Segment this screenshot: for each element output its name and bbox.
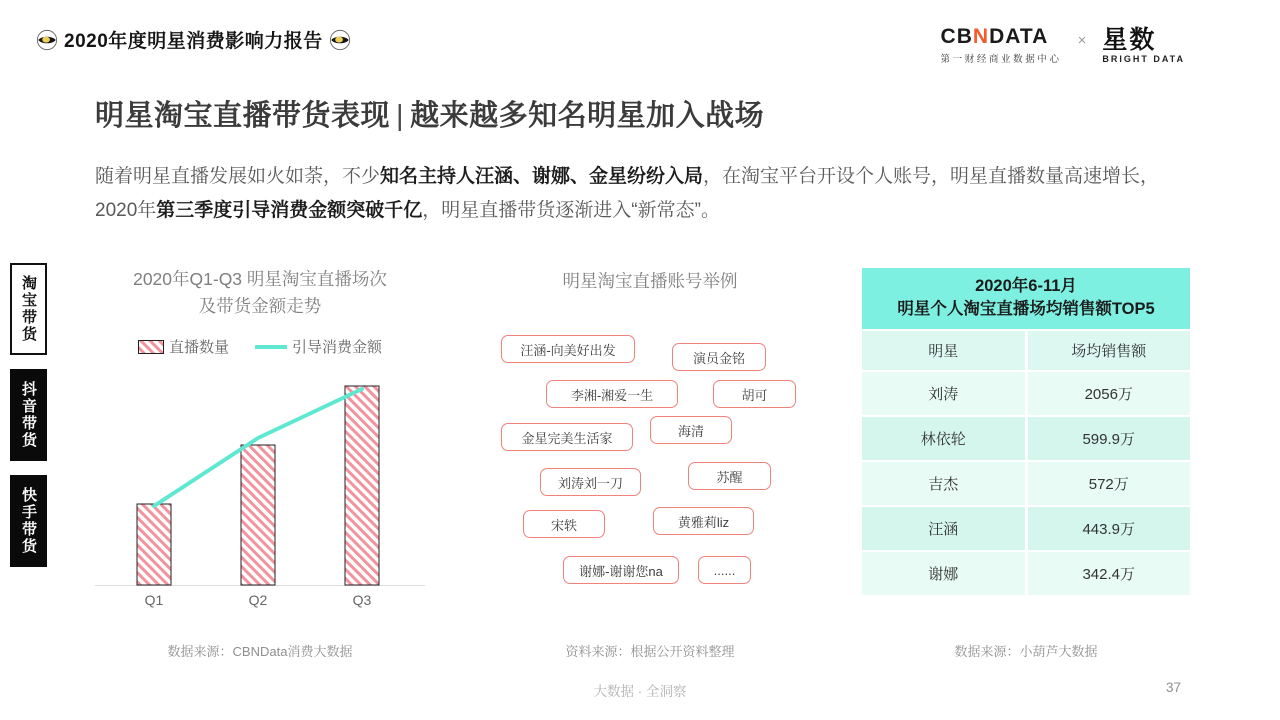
bar-Q1 (137, 504, 171, 585)
table-row (862, 462, 1190, 505)
title-divider: | (396, 100, 405, 132)
cell-star-name: 谢娜 (862, 552, 1025, 595)
platform-sidebar (10, 263, 47, 567)
hatched-swatch-icon (138, 340, 164, 354)
sidebar-tab-2[interactable] (10, 369, 47, 461)
eye-icon (36, 29, 58, 51)
cell-avg-sales: 599.9万 (1028, 417, 1191, 460)
page-title: 明星淘宝直播带货表现 | 越来越多知名明星加入战场 (95, 100, 765, 132)
intro-paragraph: 随着明星直播发展如火如荼，不少知名主持人汪涵、谢娜、金星纷纷入局，在淘宝平台开设个人账号，明星直播数量高速增长，2020年第三季度引导消费金额突破千亿，明星直播带货逐渐进入“新常态”。 (95, 166, 1160, 221)
accounts-panel (480, 268, 820, 598)
header-logos (941, 26, 1185, 65)
legend-item-bars: 直播数量 (138, 336, 229, 357)
sidebar-tab-3[interactable] (10, 475, 47, 567)
table-row (862, 372, 1190, 415)
logo-separator: × (1077, 32, 1087, 49)
legend-item-line: 引导消费金额 (255, 336, 382, 357)
chart-legend (95, 336, 425, 357)
eye-icon (329, 29, 351, 51)
footer-slogan: 大数据 · 全洞察 (593, 684, 687, 699)
account-box: 宋轶 (523, 510, 605, 538)
account-box: ...... (698, 556, 751, 584)
trend-chart-svg (95, 367, 425, 611)
account-box: 汪涵-向美好出发 (501, 335, 635, 363)
x-axis-label: Q3 (352, 592, 372, 608)
table-body (862, 372, 1190, 595)
cell-star-name: 吉杰 (862, 462, 1025, 505)
header-left (36, 26, 351, 53)
table-row (862, 417, 1190, 460)
source-note-chart: 数据来源：CBNData消费大数据 (167, 644, 353, 659)
account-box: 海清 (650, 416, 732, 444)
sidebar-tab-label: 抖音带货 (20, 381, 37, 449)
account-box: 刘涛刘一刀 (540, 468, 641, 496)
sidebar-tab-label: 淘宝带货 (20, 275, 37, 343)
trend-chart-panel (95, 266, 425, 611)
brightdata-logo (1102, 25, 1185, 64)
table-row (862, 552, 1190, 595)
cell-avg-sales: 342.4万 (1028, 552, 1191, 595)
column-header-star: 明星 (862, 331, 1025, 370)
cell-avg-sales: 443.9万 (1028, 507, 1191, 550)
cell-avg-sales: 572万 (1028, 462, 1191, 505)
x-axis-label: Q1 (144, 592, 164, 608)
account-box: 谢娜-谢谢您na (563, 556, 679, 584)
brightdata-subtitle: BRIGHT DATA (1102, 53, 1185, 64)
cell-star-name: 汪涵 (862, 507, 1025, 550)
brightdata-wordmark: 星数 (1102, 25, 1157, 54)
cbndata-subtitle: 第一财经商业数据中心 (940, 54, 1062, 65)
sidebar-tab-label: 快手带货 (20, 487, 37, 555)
cell-avg-sales: 2056万 (1028, 372, 1191, 415)
table-row (862, 507, 1190, 550)
top5-sales-table (862, 268, 1190, 595)
source-note-table: 数据来源：小葫芦大数据 (954, 644, 1098, 659)
account-box: 黄雅莉liz (653, 507, 754, 535)
account-box: 演员金铭 (672, 343, 766, 371)
chart-title: 2020年Q1-Q3 明星淘宝直播场次 及带货金额走势 (133, 269, 387, 316)
column-header-sales: 场均销售额 (1028, 331, 1191, 370)
line-swatch-icon (255, 343, 287, 351)
account-box: 李湘-湘爱一生 (546, 380, 678, 408)
cell-star-name: 刘涛 (862, 372, 1025, 415)
x-axis-label: Q2 (248, 592, 268, 608)
report-title: 2020年度明星消费影响力报告 (64, 31, 323, 52)
account-box: 金星完美生活家 (501, 423, 633, 451)
source-note-accounts: 资料来源：根据公开资料整理 (565, 644, 735, 659)
bar-Q2 (241, 445, 275, 585)
sidebar-tab-1[interactable] (10, 263, 47, 355)
accounts-title: 明星淘宝直播账号举例 (562, 271, 738, 291)
account-box: 胡可 (713, 380, 796, 408)
table-title: 2020年6-11月 明星个人淘宝直播场均销售额TOP5 (862, 268, 1190, 329)
cbndata-wordmark: CBNDATA (940, 25, 1049, 48)
table-column-headers (862, 331, 1190, 370)
bar-Q3 (345, 386, 379, 585)
account-box: 苏醒 (688, 462, 771, 490)
cell-star-name: 林依轮 (862, 417, 1025, 460)
page-number: 37 (1165, 680, 1181, 695)
cbndata-logo (941, 26, 1062, 65)
